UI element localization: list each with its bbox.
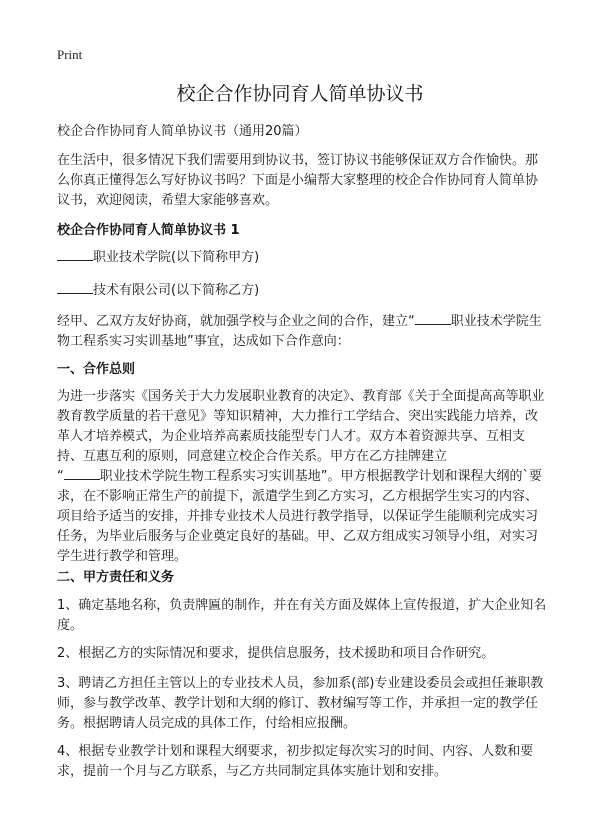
document-title: 校企合作协同育人简单协议书 bbox=[176, 83, 424, 105]
section-heading-1: 校企合作协同育人简单协议书 1 bbox=[57, 223, 240, 238]
duty-item-1: 1、确定基地名称，负责牌匾的制作，并在有关方面及媒体上宣传报道，扩大企业知名度。 bbox=[57, 598, 547, 633]
duty-item-3: 3、聘请乙方担任主管以上的专业技术人员，参加系(部)专业建设委员会或担任兼职教师，参与教学改革、教学计划和大纲的修订、教材编写等工作，并承担一定的教学任务。根据聘请人员完成的具体工作，付给相应报酬。 bbox=[57, 676, 544, 731]
general-paragraph: 为进一步落实《国务关于大力发展职业教育的决定》、教育部《关于全面提高高等职业教育教学质量的若干意见》等知识精神，大力推行工学结合、突出实践能力培养，改革人才培养模式，为企业培养高素质技能型专门人才。双方本着资源共享、互相支持、互惠互利的原则，同意建立校企合作关系。甲方在乙方挂牌建立 “ 职业技术学院生物工程系实习实训基地”。甲方根据教学计划和课程大纲的`要求，在不影响正常生产的前提下，派遣学生到乙方实习，乙方根据学生实习的内容、项目给予适当的安排，并排专业技术人员进行教学指导，以保证学生能顺利完成实习任务，为毕业后服务与企业奠定良好的基础。甲、乙双方组成实习领导小组，对实习学生进行教学和管理。 bbox=[57, 389, 545, 564]
purpose-text-1: 经甲、乙双方友好协商，就加强学校与企业之间的合作，建立“ bbox=[57, 314, 415, 329]
general-text-1: 为进一步落实《国务关于大力发展职业教育的决定》、教育部《关于全面提高高等职业教育教学质量的若干意见》等知识精神，大力推行工学结合、突出实践能力培养，改革人才培养模式，为企业培养高素质技能型专门人才。双方本着资源共享、互相支持、互惠互利的原则，同意建立校企合作关系。甲方在乙方挂牌建立 bbox=[57, 389, 545, 464]
blank-line bbox=[415, 312, 451, 325]
purpose-paragraph bbox=[57, 312, 547, 352]
document-subtitle: 校企合作协同育人简单协议书（通用20篇） bbox=[57, 124, 308, 139]
blank-line bbox=[57, 248, 93, 261]
party-b-text: 技术有限公司(以下简称乙方) bbox=[93, 283, 260, 298]
heading-party-a-duties: 二、甲方责任和义务 bbox=[57, 570, 175, 585]
blank-line bbox=[64, 467, 100, 480]
general-text-2: 职业技术学院生物工程系实习实训基地”。甲方根据教学计划和课程大纲的`要求，在不影响正常生产的前提下，派遣学生到乙方实习，乙方根据学生实习的内容、项目给予适当的安排，并排专业技术人员进行教学指导，以保证学生能顺利完成实习任务，为毕业后服务与企业奠定良好的基础。甲、乙双方组成实习领导小组，对实习学生进行教学和管理。 bbox=[57, 469, 542, 564]
print-label[interactable]: Print bbox=[57, 47, 83, 62]
duty-item-4: 4、根据专业教学计划和课程大纲要求，初步拟定每次实习的时间、内容、人数和要求，提前一个月与乙方联系，与乙方共同制定具体实施计划和安排。 bbox=[57, 744, 534, 779]
blank-line bbox=[57, 281, 93, 294]
party-a-line bbox=[57, 248, 547, 268]
party-a-text: 职业技术学院(以下简称甲方) bbox=[93, 250, 260, 265]
intro-paragraph: 在生活中，很多情况下我们需要用到协议书，签订协议书能够保证双方合作愉快。那么你真正懂得怎么写好协议书吗？下面是小编帮大家整理的校企合作协同育人简单协议书，欢迎阅读，希望大家能够喜欢。 bbox=[57, 153, 539, 208]
heading-general: 一、合作总则 bbox=[57, 362, 136, 377]
purpose-text-2: 职业技术学院生物工程系实习实训基地”事宜，达成如下合作意向： bbox=[57, 314, 542, 349]
party-b-line bbox=[57, 281, 547, 301]
duty-item-2: 2、根据乙方的实际情况和要求，提供信息服务，技术援助和项目合作研究。 bbox=[57, 646, 495, 661]
